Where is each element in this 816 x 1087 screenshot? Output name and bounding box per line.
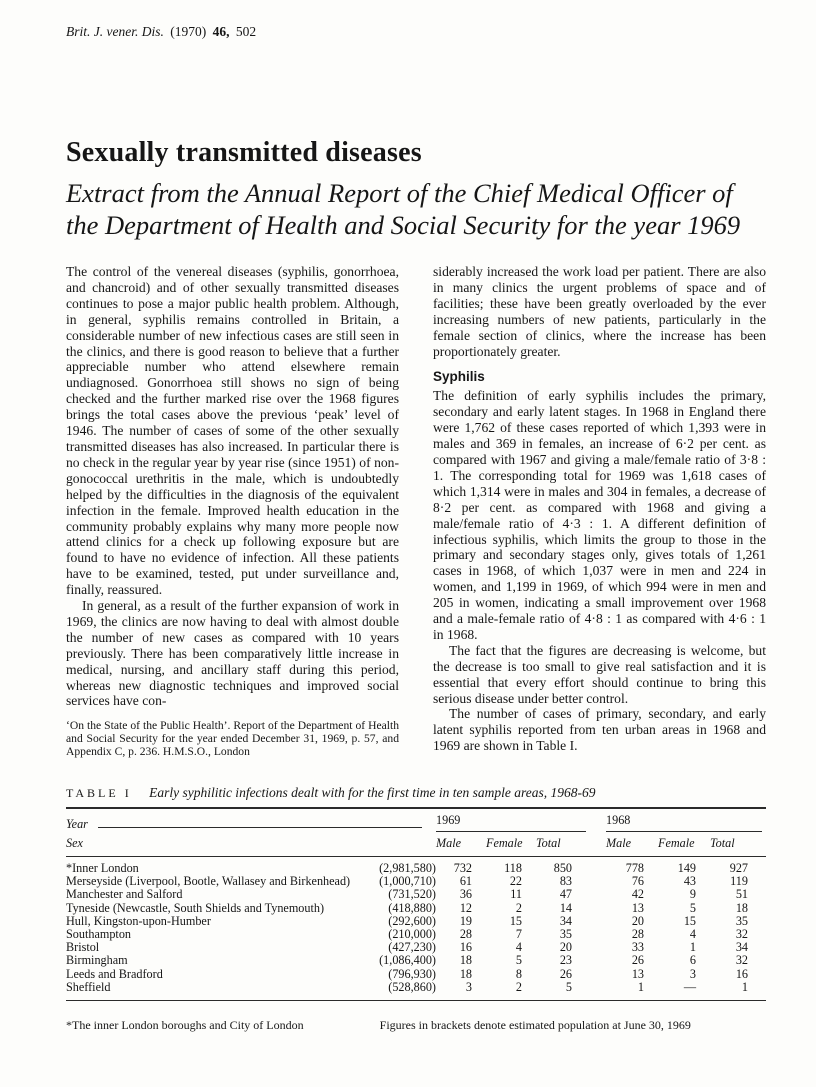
cell-1968-male: 26 [631, 953, 644, 968]
year-header-cell [66, 817, 436, 832]
female-header-1969: Female [486, 835, 523, 850]
population-cell: (731,520) [388, 887, 436, 902]
group-header-1969: 1969 [436, 813, 586, 832]
cell-1968-female: 1 [689, 940, 696, 955]
cell-1969-female: 118 [504, 860, 522, 875]
area-cell: Birmingham [66, 954, 128, 968]
population-cell: (292,600) [388, 913, 436, 928]
paragraph: In general, as a result of the further expansion of work in 1969, the clinics are now having to deal with almost double the number of new cases as compared with 10 years previously. There has been comparatively little increase in medical, nursing, and ancillary staff during this period, whereas new diagnostic techniques and improved social services have con- [66, 598, 399, 709]
cell-1969-male: 3 [465, 979, 472, 994]
cell-1968-total: 1 [741, 979, 748, 994]
cell-1969-total: 83 [559, 874, 572, 889]
cell-1969-total: 23 [559, 953, 572, 968]
cell-1969-female: 7 [515, 926, 522, 941]
paragraph: The control of the venereal diseases (syphilis, gonorrhoea, and chancroid) and of other sexually transmitted diseases continues to pose a major public health problem. Although, in general, syphilis remains controlled in Britain, a considerable number of new infectious cases are still seen in the clinics, and there is good reason to believe that a further appreciable number who attend elsewhere remain undiagnosed. Gonorrhoea still shows no sign of being checked and the further marked rise over the 1968 figures brings the total cases above the previous ‘peak’ level of 1946. The number of cases of some of the other sexually transmitted diseases has also increased. In particular there is no check in the regular year by year rise (since 1951) of non-gonococcal urethritis in the male, which is undoubtedly helped by the difficulties in the diagnosis of the equivalent infection in the female. Improved health education in the community probably explains why many more people now attend clinics for a check up following exposure but are found to have no evidence of infection. All these patients have to be examined, tested, put under surveillance and, finally, reassured. [66, 264, 399, 598]
table-row [66, 902, 766, 915]
cell-1968-total: 18 [735, 900, 748, 915]
table-row [66, 915, 766, 928]
column-gap [586, 875, 606, 888]
column-gap [586, 941, 606, 954]
article-title: Sexually transmitted diseases [66, 137, 422, 168]
cell-1969-female: 8 [515, 966, 522, 981]
table-caption [66, 785, 766, 801]
cell-1968-male: 13 [631, 900, 644, 915]
source-footnote: ‘On the State of the Public Health’. Report of the Department of Health and Social Security for the year ended December 31, 1969, p. 57, and Appendix C, p. 236. H.M.S.O., London [66, 719, 399, 759]
female-header-1968: Female [658, 835, 695, 850]
section-heading-syphilis: Syphilis [433, 369, 485, 385]
cell-1968-female: 149 [677, 860, 696, 875]
cell-1969-male: 61 [459, 874, 472, 889]
cell-1968-female: 9 [689, 887, 696, 902]
journal-citation [66, 24, 766, 40]
population-cell: (2,981,580) [379, 860, 436, 875]
column-gap [586, 954, 606, 967]
area-cell: Tyneside (Newcastle, South Shields and Tynemouth) [66, 901, 325, 915]
cell-1969-total: 5 [565, 979, 572, 994]
cell-1968-total: 32 [735, 926, 748, 941]
column-gap [586, 981, 606, 994]
table-header-row-sex [66, 832, 766, 857]
column-gap [586, 836, 606, 851]
cell-1968-male: 76 [631, 874, 644, 889]
body-columns [66, 264, 766, 770]
cell-1968-male: 1 [637, 979, 644, 994]
paragraph: The fact that the figures are decreasing is welcome, but the decrease is too small to give real satisfaction and it is essential that every effort should continue to bring this serious disease under better control. [433, 642, 766, 706]
cell-1968-male: 42 [631, 887, 644, 902]
cell-1968-male: 13 [631, 966, 644, 981]
cell-1969-male: 36 [459, 887, 472, 902]
population-cell: (418,880) [388, 900, 436, 915]
cell-1969-female: 15 [509, 913, 522, 928]
cell-1969-male: 18 [459, 966, 472, 981]
population-cell: (1,000,710) [379, 874, 436, 889]
cell-1969-male: 732 [453, 860, 472, 875]
cell-1969-female: 4 [515, 940, 522, 955]
column-right [433, 264, 766, 770]
year-header: Year [66, 816, 88, 831]
paragraph: The number of cases of primary, secondary, and early latent syphilis reported from ten urban areas in 1968 and 1969 are shown in Table I. [433, 706, 766, 754]
cell-1969-male: 28 [459, 926, 472, 941]
cell-1969-total: 850 [553, 860, 572, 875]
cell-1968-male: 28 [631, 926, 644, 941]
population-cell: (528,860) [388, 979, 436, 994]
table-row [66, 954, 766, 967]
cell-1968-female: 15 [683, 913, 696, 928]
area-cell: Hull, Kingston-upon-Humber [66, 914, 211, 928]
cell-1969-female: 5 [515, 953, 522, 968]
cell-1968-female: — [683, 979, 696, 994]
table-title: Early syphilitic infections dealt with for the first time in ten sample areas, 1968-69 [149, 784, 596, 800]
population-cell: (1,086,400) [379, 953, 436, 968]
citation-page-number: 502 [235, 24, 257, 39]
cell-1968-male: 20 [631, 913, 644, 928]
table-row [66, 981, 766, 994]
journal-name: Brit. J. vener. Dis. [66, 24, 164, 39]
cell-1968-total: 927 [729, 860, 748, 875]
cell-1968-male: 778 [625, 860, 644, 875]
column-gap [586, 968, 606, 981]
area-cell: Sheffield [66, 980, 111, 994]
cell-1969-total: 47 [559, 887, 572, 902]
cell-1969-female: 22 [509, 874, 522, 889]
data-table [66, 807, 766, 1001]
area-cell: *Inner London [66, 861, 139, 875]
cell-1968-total: 34 [735, 940, 748, 955]
column-gap [586, 888, 606, 901]
cell-1969-male: 18 [459, 953, 472, 968]
column-gap [586, 915, 606, 928]
cell-1969-female: 2 [515, 979, 522, 994]
population-cell: (210,000) [388, 926, 436, 941]
cell-1969-male: 16 [459, 940, 472, 955]
cell-1968-total: 51 [735, 887, 748, 902]
cell-1968-total: 119 [730, 874, 748, 889]
total-header-1969: Total [536, 835, 561, 850]
cell-1968-male: 33 [631, 940, 644, 955]
table-row [66, 888, 766, 901]
column-gap [586, 902, 606, 915]
cell-1968-female: 4 [689, 926, 696, 941]
table-footnotes [66, 1018, 766, 1033]
population-cell: (427,230) [388, 940, 436, 955]
table-row [66, 968, 766, 981]
article-subtitle: Extract from the Annual Report of the Chief Medical Officer of the Department of Health and Social Security for the year 1969 [66, 178, 741, 240]
cell-1969-female: 2 [515, 900, 522, 915]
male-header-1968: Male [606, 835, 632, 850]
paragraph: The definition of early syphilis includes the primary, secondary and early latent stages. In 1968 in England there were 1,762 of these cases reported of which 1,393 were in males and 369 in females, an increase of 6·2 per cent. as compared with 1967 and giving a male/female ratio of 3·8 : 1. The corresponding total for 1969 was 1,618 cases of which 1,314 were in males and 304 in females, a decrease of 8·2 per cent. as compared with 1968 and giving a male/female ratio of 4·3 : 1. A different definition of infectious syphilis, which limits the group to those in the primary and secondary stages only, gives totals of 1,261 cases in 1968, of which 1,037 were in men and 224 in women, and 1,199 in 1969, of which 994 were in men and 205 in women, indicating a small improvement over 1968 and a male-female ratio of 4·8 : 1 as compared with 4·6 : 1 in 1968. [433, 388, 766, 642]
area-cell: Manchester and Salford [66, 888, 183, 902]
cell-1969-female: 11 [510, 887, 522, 902]
total-header-1968: Total [710, 835, 735, 850]
population-cell: (796,930) [388, 966, 436, 981]
citation-volume: 46, [212, 24, 230, 39]
cell-1968-female: 3 [689, 966, 696, 981]
cell-1969-total: 20 [559, 940, 572, 955]
paragraph: siderably increased the work load per patient. There are also in many clinics the urgent problems of space and of facilities; these have been greatly overloaded by the ever increasing numbers of new patients, particularly in the female section of clinics, where the increase has been proportionately greater. [433, 264, 766, 359]
header-rule [98, 817, 422, 828]
footnote-inner-london: *The inner London boroughs and City of London [66, 1018, 304, 1032]
cell-1969-total: 35 [559, 926, 572, 941]
cell-1968-total: 32 [735, 953, 748, 968]
cell-1969-male: 12 [459, 900, 472, 915]
cell-1969-total: 26 [559, 966, 572, 981]
cell-1969-male: 19 [459, 913, 472, 928]
cell-1969-total: 34 [559, 913, 572, 928]
area-cell: Leeds and Bradford [66, 967, 163, 981]
male-header-1969: Male [436, 835, 462, 850]
column-gap [586, 862, 606, 875]
table-body [66, 857, 766, 1001]
sex-header: Sex [66, 835, 83, 850]
column-left [66, 264, 399, 770]
cell-1968-total: 35 [735, 913, 748, 928]
citation-year: (1970) [170, 24, 207, 39]
table-label: TABLE I [66, 785, 132, 800]
area-cell: Merseyside (Liverpool, Bootle, Wallasey and Birkenhead) [66, 875, 351, 889]
footnote-population: Figures in brackets denote estimated population at June 30, 1969 [379, 1018, 691, 1032]
cell-1968-female: 43 [683, 874, 696, 889]
cell-1969-total: 14 [559, 900, 572, 915]
cell-1968-female: 6 [689, 953, 696, 968]
cell-1968-female: 5 [689, 900, 696, 915]
column-gap [586, 928, 606, 941]
cell-1968-total: 16 [735, 966, 748, 981]
area-cell: Southampton [66, 927, 132, 941]
area-cell: Bristol [66, 941, 100, 955]
table-header-row-groups [66, 813, 766, 832]
group-header-1968: 1968 [606, 813, 762, 832]
